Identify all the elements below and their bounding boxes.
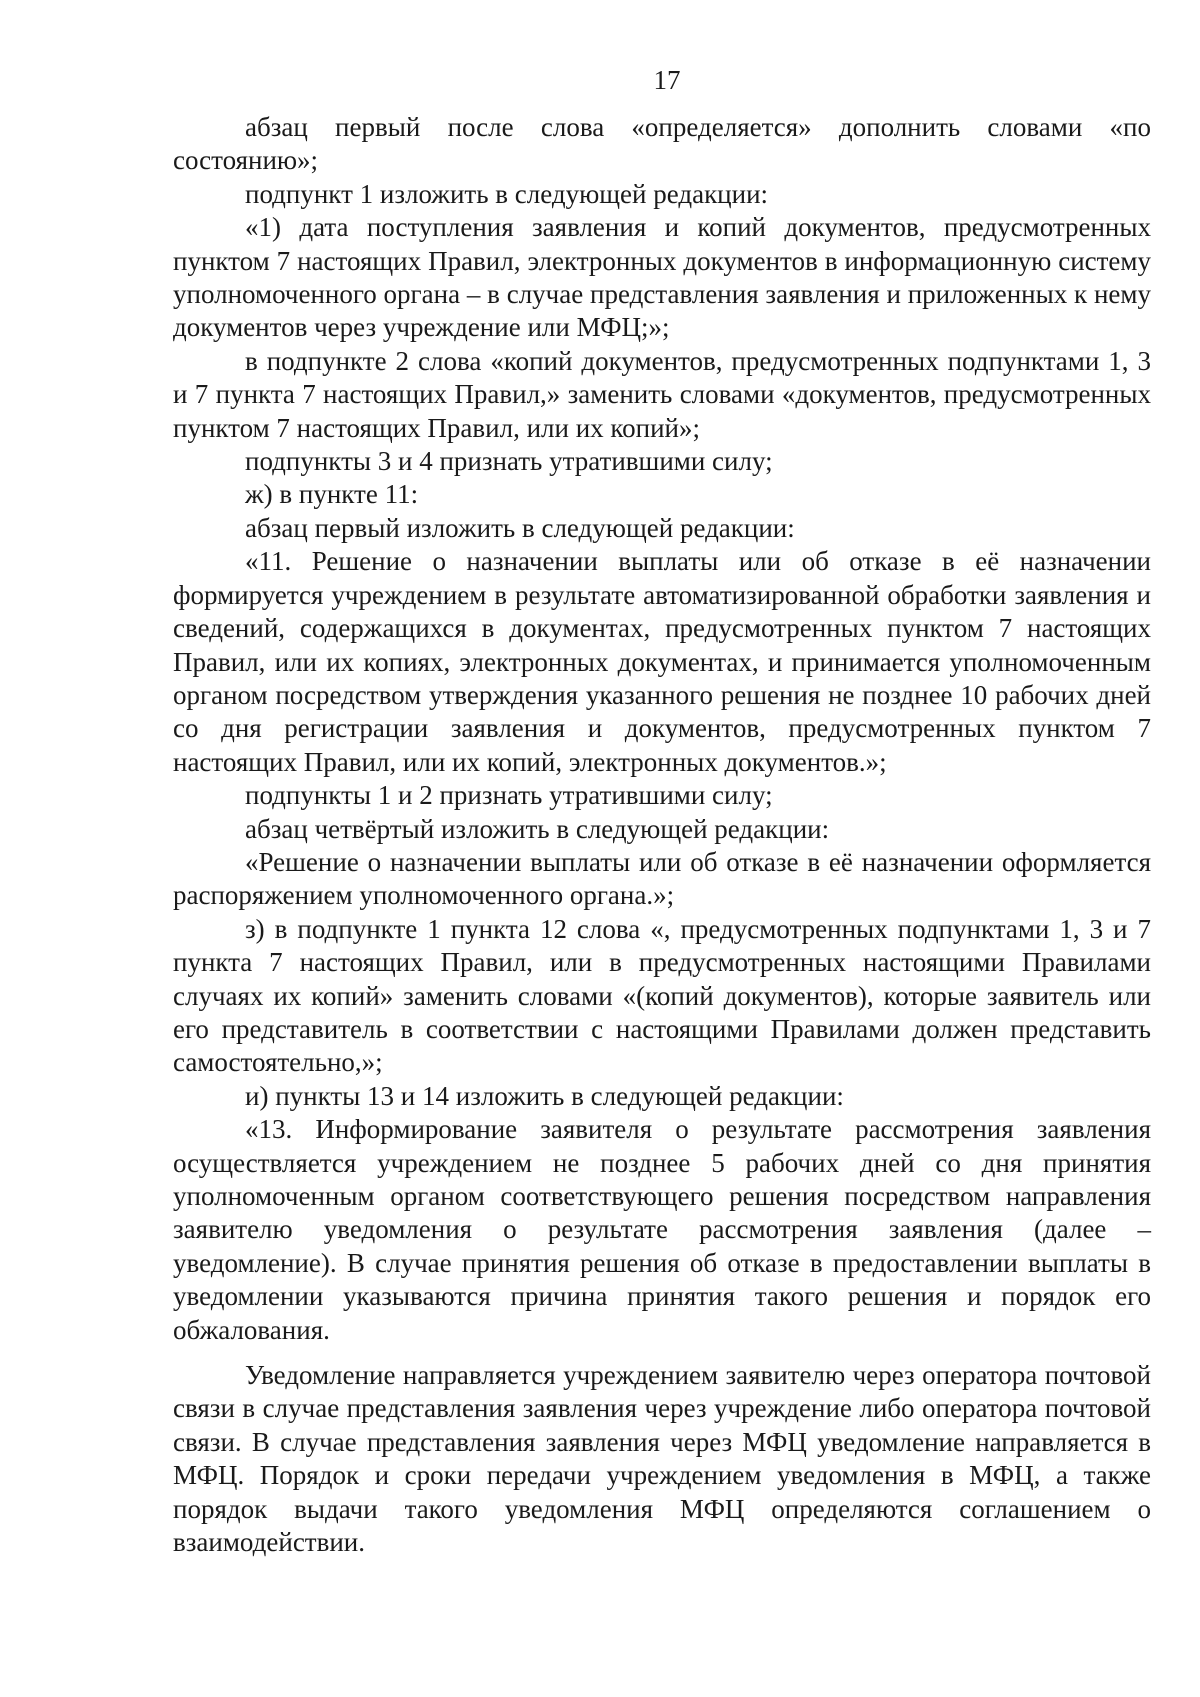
paragraph: абзац четвёртый изложить в следующей редакции: xyxy=(245,813,830,844)
paragraph: в подпункте 2 слова «копий документов, предусмотренных подпунктами 1, 3 и 7 пункта 7 настоящих Правил,» заменить словами «документов, предусмотренных пунктом 7 настоящих Правил, или их копий»; xyxy=(173,345,1151,443)
paragraph: «Решение о назначении выплаты или об отказе в её назначении оформляется распоряжением уполномоченного органа.»; xyxy=(173,846,1151,911)
paragraph: и) пункты 13 и 14 изложить в следующей редакции: xyxy=(245,1080,844,1111)
paragraph: абзац первый после слова «определяется» дополнить словами «по состоянию»; xyxy=(173,112,1151,176)
paragraph: «11. Решение о назначении выплаты или об отказе в её назначении формируется учреждением в результате автоматизированной обработки заявления и сведений, содержащихся в документах, предусмотренных пунктом 7 настоящих Правил, или их копиях, электронных документах, и принимается уполномоченным органом посредством утверждения указанного решения не позднее 10 рабочих дней со дня регистрации заявления и документов, предусмотренных пунктом 7 настоящих Правил, или их копий, электронных документов.»; xyxy=(173,546,1151,777)
paragraph: подпункты 1 и 2 признать утратившими силу; xyxy=(245,780,773,811)
document-body xyxy=(173,111,1151,1559)
paragraph: Уведомление направляется учреждением заявителю через оператора почтовой связи в случае представления заявления через учреждение либо оператора почтовой связи. В случае представления заявления через МФЦ уведомление направляется в МФЦ. Порядок и сроки передачи учреждением уведомления в МФЦ, а также порядок выдачи такого уведомления МФЦ определяются соглашением о взаимодействии. xyxy=(173,1360,1151,1558)
paragraph: подпункт 1 изложить в следующей редакции: xyxy=(245,178,769,209)
paragraph: з) в подпункте 1 пункта 12 слова «, предусмотренных подпунктами 1, 3 и 7 пункта 7 настоящих Правил, или в предусмотренных настоящими Правилами случаях их копий» заменить словами «(копий документов), которые заявитель или его представитель в соответствии с настоящими Правилами должен представить самостоятельно,»; xyxy=(173,913,1151,1078)
paragraph: ж) в пункте 11: xyxy=(245,479,419,510)
paragraph: «13. Информирование заявителя о результате рассмотрения заявления осуществляется учреждением не позднее 5 рабочих дней со дня принятия уполномоченным органом соответствующего решения посредством направления заявителю уведомления о результате рассмотрения заявления (далее – уведомление). В случае принятия решения об отказе в предоставлении выплаты в уведомлении указываются причина принятия такого решения и порядок его обжалования. xyxy=(173,1114,1151,1345)
paragraph: «1) дата поступления заявления и копий документов, предусмотренных пунктом 7 настоящих Правил, электронных документов в информационную систему уполномоченного органа – в случае представления заявления и приложенных к нему документов через учреждение или МФЦ;»; xyxy=(173,212,1151,343)
page-number: 17 xyxy=(653,65,681,95)
paragraph: подпункты 3 и 4 признать утратившими силу; xyxy=(245,446,773,477)
paragraph: абзац первый изложить в следующей редакции: xyxy=(245,512,795,543)
